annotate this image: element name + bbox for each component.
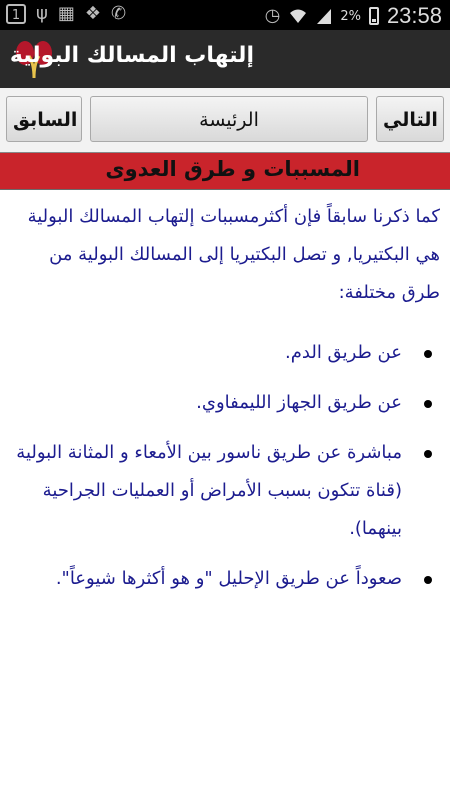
- notification-box-icon: 1: [6, 4, 26, 24]
- clock: 23:58: [386, 3, 442, 28]
- bullet-icon: [424, 350, 432, 358]
- wifi-icon: [288, 7, 308, 25]
- whatsapp-icon: ✆: [111, 3, 127, 24]
- list-item: [10, 334, 440, 372]
- bullet-icon: [424, 450, 432, 458]
- bullet-icon: [424, 576, 432, 584]
- signal-icon: [316, 7, 332, 25]
- usb-icon: ψ: [36, 3, 48, 24]
- list-item-text: مباشرة عن طريق ناسور بين الأمعاء و المثانة البولية (قناة تتكون بسبب الأمراض أو العمليات الجراحية بينهما).: [16, 442, 402, 539]
- app-title: إلتهاب المسالك البولية: [9, 43, 254, 68]
- battery-percent: 2%: [340, 8, 361, 24]
- article-content: [10, 198, 440, 610]
- list-item: [10, 560, 440, 598]
- image-icon: ▦: [57, 3, 75, 24]
- list-item-text: عن طريق الدم.: [285, 342, 402, 363]
- intro-paragraph: كما ذكرنا سابقاً فإن أكثرمسببات إلتهاب المسالك البولية هي البكتيريا, و تصل البكتيريا إلى المسالك البولية من طرق مختلفة:: [27, 206, 440, 303]
- dropbox-icon: ❖: [84, 3, 102, 24]
- causes-list: [10, 334, 440, 598]
- bullet-icon: [424, 400, 432, 408]
- alarm-icon: ◷: [264, 5, 281, 26]
- system-icons: [265, 3, 442, 29]
- battery-icon: [369, 7, 379, 25]
- list-item-text: صعوداً عن طريق الإحليل "و هو أكثرها شيوعاً".: [55, 568, 402, 589]
- section-header: [0, 152, 450, 190]
- home-button[interactable]: الرئيسة: [90, 96, 368, 142]
- next-button[interactable]: التالي: [376, 96, 444, 142]
- list-item-text: عن طريق الجهاز الليمفاوي.: [196, 392, 402, 413]
- navigation-bar: [0, 88, 450, 152]
- previous-button[interactable]: السابق: [6, 96, 82, 142]
- action-bar: [0, 30, 450, 88]
- list-item: [10, 384, 440, 422]
- section-title: المسببات و طرق العدوى: [105, 157, 360, 181]
- notification-icons: [6, 4, 126, 24]
- list-item: [10, 434, 440, 548]
- status-bar: [0, 0, 450, 30]
